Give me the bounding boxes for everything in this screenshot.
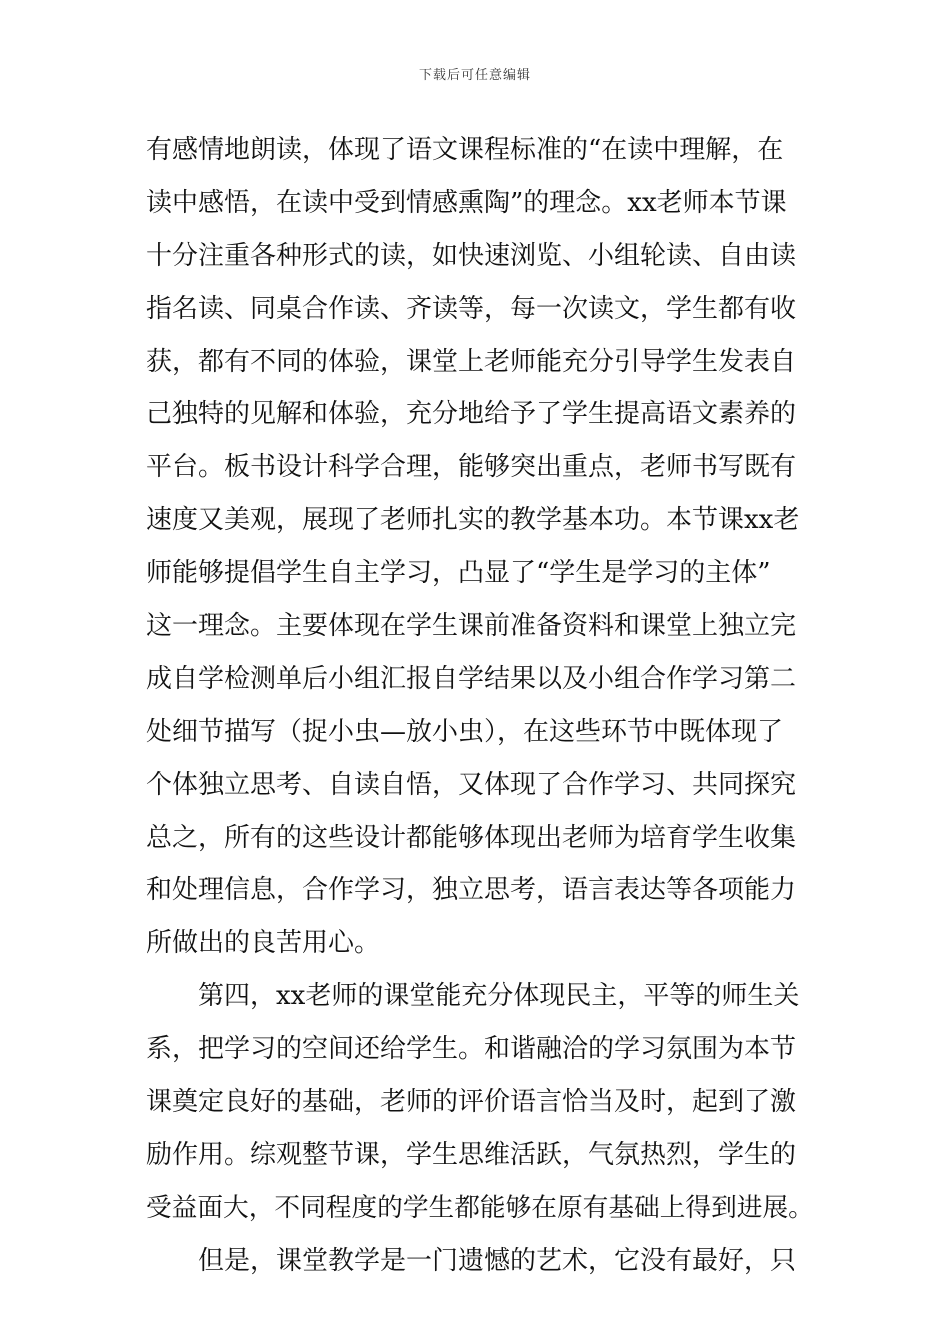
text-line: 己独特的见解和体验，充分地给予了学生提高语文素养的 bbox=[146, 399, 797, 430]
text-line: 课奠定良好的基础，老师的评价语言恰当及时，起到了激 bbox=[146, 1087, 797, 1118]
text-line: 速度又美观，展现了老师扎实的教学基本功。本节课xx老 bbox=[146, 505, 800, 536]
text-line: 和处理信息，合作学习，独立思考，语言表达等各项能力 bbox=[146, 875, 797, 906]
document-body bbox=[146, 124, 816, 1288]
paragraph-start-line: 第四，xx老师的课堂能充分体现民主，平等的师生关 bbox=[198, 981, 800, 1012]
text-line: 有感情地朗读，体现了语文课程标准的“在读中理解，在 bbox=[146, 135, 784, 165]
text-line: 成自学检测单后小组汇报自学结果以及小组合作学习第二 bbox=[146, 663, 797, 694]
text-line: 受益面大，不同程度的学生都能够在原有基础上得到进展。 bbox=[146, 1192, 814, 1223]
text-line: 十分注重各种形式的读，如快速浏览、小组轮读、自由读 bbox=[146, 240, 797, 271]
text-line: 这一理念。主要体现在学生课前准备资料和课堂上独立完 bbox=[146, 611, 797, 642]
text-line: 总之，所有的这些设计都能够体现出老师为培育学生收集 bbox=[146, 822, 797, 853]
text-line: 个体独立思考、自读自悟，又体现了合作学习、共同探究 bbox=[146, 769, 797, 800]
page-header: 下载后可任意编辑 bbox=[418, 68, 531, 83]
text-line: 励作用。综观整节课，学生思维活跃，气氛热烈，学生的 bbox=[146, 1139, 797, 1170]
text-line: 指名读、同桌合作读、齐读等，每一次读文，学生都有收 bbox=[146, 293, 797, 324]
text-line: 系，把学习的空间还给学生。和谐融洽的学习氛围为本节 bbox=[146, 1034, 797, 1065]
text-line: 读中感悟，在读中受到情感熏陶”的理念。xx老师本节课 bbox=[146, 187, 787, 218]
text-line: 平台。板书设计科学合理，能够突出重点，老师书写既有 bbox=[146, 452, 797, 483]
text-line: 处细节描写（捉小虫—放小虫），在这些环节中既体现了 bbox=[146, 716, 784, 747]
text-line: 所做出的良苦用心。 bbox=[146, 928, 381, 959]
paragraph-start-line: 但是，课堂教学是一门遗憾的艺术，它没有最好，只 bbox=[198, 1245, 797, 1276]
text-line: 获，都有不同的体验，课堂上老师能充分引导学生发表自 bbox=[146, 346, 797, 377]
text-line: 师能够提倡学生自主学习，凸显了“学生是学习的主体” bbox=[146, 558, 771, 589]
